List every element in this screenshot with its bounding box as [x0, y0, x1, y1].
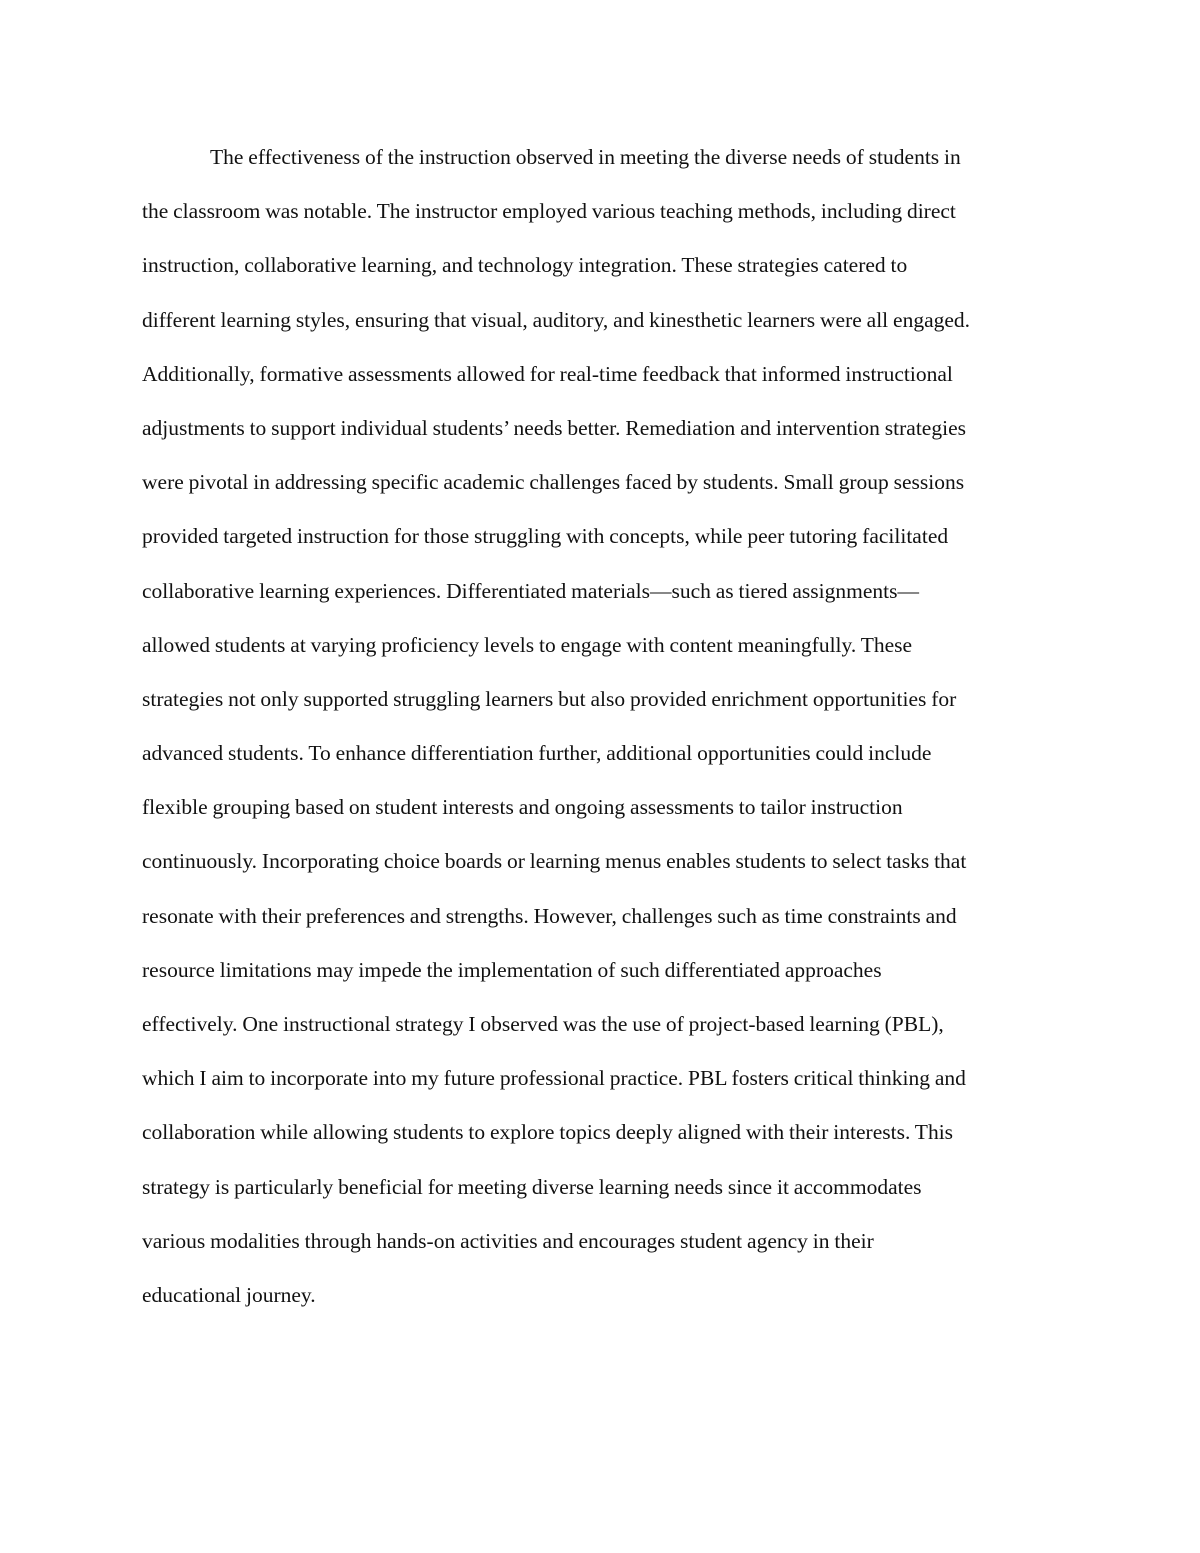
- paragraph-line: allowed students at varying proficiency levels to engage with content meaningfully. These: [142, 632, 913, 657]
- paragraph-line: different learning styles, ensuring that visual, auditory, and kinesthetic learners were all engaged.: [142, 307, 971, 332]
- paragraph-line: The effectiveness of the instruction observed in meeting the diverse needs of students in: [210, 145, 961, 169]
- paragraph-line: strategies not only supported struggling learners but also provided enrichment opportunities for: [142, 686, 957, 711]
- paragraph-line: educational journey.: [142, 1282, 316, 1307]
- paragraph-line: adjustments to support individual students’ needs better. Remediation and intervention strategies: [142, 415, 966, 440]
- paragraph-line: flexible grouping based on student interests and ongoing assessments to tailor instruction: [142, 795, 903, 820]
- paragraph-line: provided targeted instruction for those struggling with concepts, while peer tutoring facilitated: [142, 524, 949, 549]
- body-paragraph: [142, 130, 1058, 1322]
- paragraph-line: collaboration while allowing students to explore topics deeply aligned with their interests. This: [142, 1120, 954, 1145]
- paragraph-line: continuously. Incorporating choice boards or learning menus enables students to select tasks that: [142, 849, 967, 874]
- paragraph-line: various modalities through hands-on activities and encourages student agency in their: [142, 1228, 874, 1253]
- paragraph-line: Additionally, formative assessments allowed for real-time feedback that informed instructional: [142, 361, 953, 386]
- paragraph-line: the classroom was notable. The instructor employed various teaching methods, including direct: [142, 199, 956, 224]
- paragraph-line: resonate with their preferences and strengths. However, challenges such as time constraints and: [142, 903, 957, 928]
- paragraph-line: effectively. One instructional strategy I observed was the use of project-based learning (PBL),: [142, 1012, 944, 1036]
- paragraph-line: were pivotal in addressing specific academic challenges faced by students. Small group sessions: [142, 470, 965, 495]
- paragraph-line: instruction, collaborative learning, and technology integration. These strategies catered to: [142, 253, 908, 278]
- paragraph-line: strategy is particularly beneficial for meeting diverse learning needs since it accommodates: [142, 1174, 922, 1199]
- paragraph-line: advanced students. To enhance differentiation further, additional opportunities could include: [142, 741, 932, 766]
- paragraph-line: resource limitations may impede the implementation of such differentiated approaches: [142, 957, 882, 982]
- paragraph-line: collaborative learning experiences. Differentiated materials—such as tiered assignments—: [142, 578, 919, 603]
- paragraph-line: which I aim to incorporate into my future professional practice. PBL fosters critical thinking and: [142, 1066, 966, 1091]
